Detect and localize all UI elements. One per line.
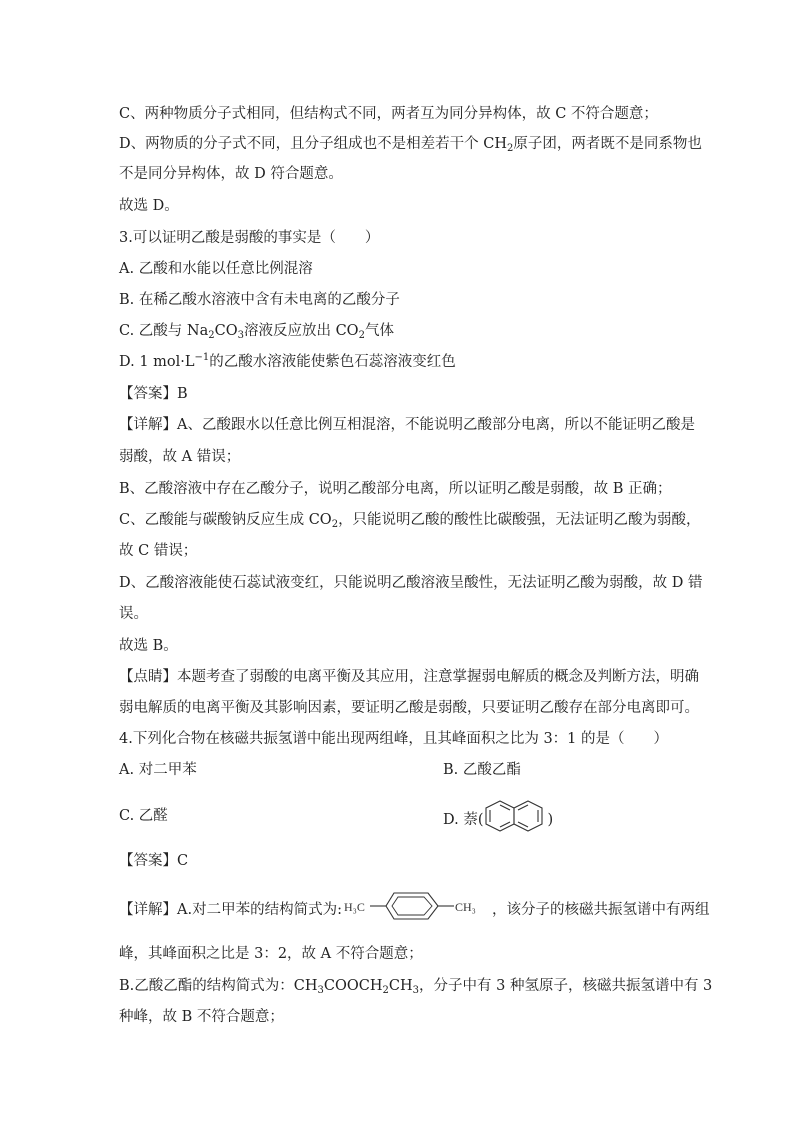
detail-text: 【详解】A、乙酸跟水以任意比例互相混溶，不能说明乙酸部分电离，所以不能证明乙酸是 xyxy=(119,417,695,433)
subscript: 2 xyxy=(208,330,215,341)
text-segment: B.乙酸乙酯的结构简式为：CH xyxy=(119,978,318,994)
text-segment: 【详解】A.对二甲苯的结构简式为: xyxy=(119,902,342,918)
detail-text: 故 C 错误； xyxy=(119,543,198,559)
answer-label: 【答案】B xyxy=(119,386,188,402)
option-c: C. 乙醛 xyxy=(119,808,168,824)
text-segment: CO xyxy=(214,323,238,339)
subscript: 3 xyxy=(412,985,419,996)
svg-text:H₃C: H₃C xyxy=(343,900,365,914)
question-3-stem: 3.可以证明乙酸是弱酸的事实是（ ） xyxy=(119,230,380,246)
option-d xyxy=(119,352,456,372)
question-4-stem: 4.下列化合物在核磁共振氢谱中能出现两组峰，且其峰面积之比为 3：1 的是（ ） xyxy=(119,731,669,747)
text-segment: ，分子中有 3 种氢原子，核磁共振氢谱中有 3 xyxy=(419,978,713,994)
detail-text: D、乙酸溶液能使石蕊试液变红，只能说明乙酸溶液呈酸性，无法证明乙酸为弱酸，故 D 错 xyxy=(119,575,703,591)
detail-text: 峰，其峰面积之比是 3：2，故 A 不符合题意； xyxy=(119,946,423,962)
tip-text: 【点睛】本题考查了弱酸的电离平衡及其应用，注意掌握弱电解质的概念及判断方法，明确 xyxy=(119,669,699,685)
p-xylene-structure-icon xyxy=(342,889,492,923)
text-segment: ，该分子的核磁共振氢谱中有两组 xyxy=(491,902,710,918)
text-line: 故选 D。 xyxy=(119,198,179,214)
subscript: 2 xyxy=(506,143,514,154)
subscript: 3 xyxy=(237,330,244,341)
subscript: 2 xyxy=(358,330,365,341)
detail-text: 种峰，故 B 不符合题意； xyxy=(119,1009,284,1025)
text-line: C、两种物质分子式相同，但结构式不同，两者互为同分异构体，故 C 不符合题意； xyxy=(119,106,658,122)
tip-text: 弱电解质的电离平衡及其影响因素，要证明乙酸是弱酸，只要证明乙酸存在部分电离即可。 xyxy=(119,700,699,716)
text-segment: 原子团，两者既不是同系物也 xyxy=(513,136,702,152)
answer-label: 【答案】C xyxy=(119,853,189,869)
text-segment: ) xyxy=(547,812,554,828)
text-segment: D. 1 mol·L xyxy=(119,354,195,370)
detail-text xyxy=(119,976,712,996)
subscript: 3 xyxy=(317,985,324,996)
text-segment: COOCH xyxy=(323,978,383,994)
option-b: B. 在稀乙酸水溶液中含有未电离的乙酸分子 xyxy=(119,292,400,308)
text-segment: D、两物质的分子式不同，且分子组成也不是相差若干个 CH xyxy=(119,136,507,152)
naphthalene-structure-icon xyxy=(483,798,547,834)
svg-text:CH₃: CH₃ xyxy=(454,900,476,914)
detail-text: B、乙酸溶液中存在乙酸分子，说明乙酸部分电离，所以证明乙酸是弱酸，故 B 正确； xyxy=(119,481,672,497)
text-segment: 气体 xyxy=(364,323,394,339)
detail-text: 误。 xyxy=(119,606,148,622)
option-b: B. 乙酸乙酯 xyxy=(443,762,521,778)
text-segment: D. 萘( xyxy=(443,812,484,828)
text-segment: 溶液反应放出 CO xyxy=(243,323,359,339)
detail-text xyxy=(119,897,709,923)
superscript: −1 xyxy=(194,352,210,363)
text-segment: C. 乙酸与 Na xyxy=(119,323,209,339)
text-segment: CH xyxy=(388,978,413,994)
text-line: 不是同分异构体，故 D 符合题意。 xyxy=(119,166,343,182)
text-segment: 的乙酸水溶液能使紫色石蕊溶液变红色 xyxy=(209,354,456,370)
detail-text: 弱酸，故 A 错误； xyxy=(119,449,241,465)
detail-text xyxy=(119,510,701,530)
text-segment: ，只能说明乙酸的酸性比碳酸强，无法证明乙酸为弱酸， xyxy=(338,512,701,528)
subscript: 2 xyxy=(331,519,339,530)
option-d xyxy=(443,806,553,834)
option-a: A. 乙酸和水能以任意比例混溶 xyxy=(119,261,313,277)
text-line: 故选 B。 xyxy=(119,638,178,654)
text-line xyxy=(119,134,702,154)
subscript: 2 xyxy=(382,985,389,996)
text-segment: C、乙酸能与碳酸钠反应生成 CO xyxy=(119,512,332,528)
option-a: A. 对二甲苯 xyxy=(119,762,197,778)
option-c xyxy=(119,321,394,341)
